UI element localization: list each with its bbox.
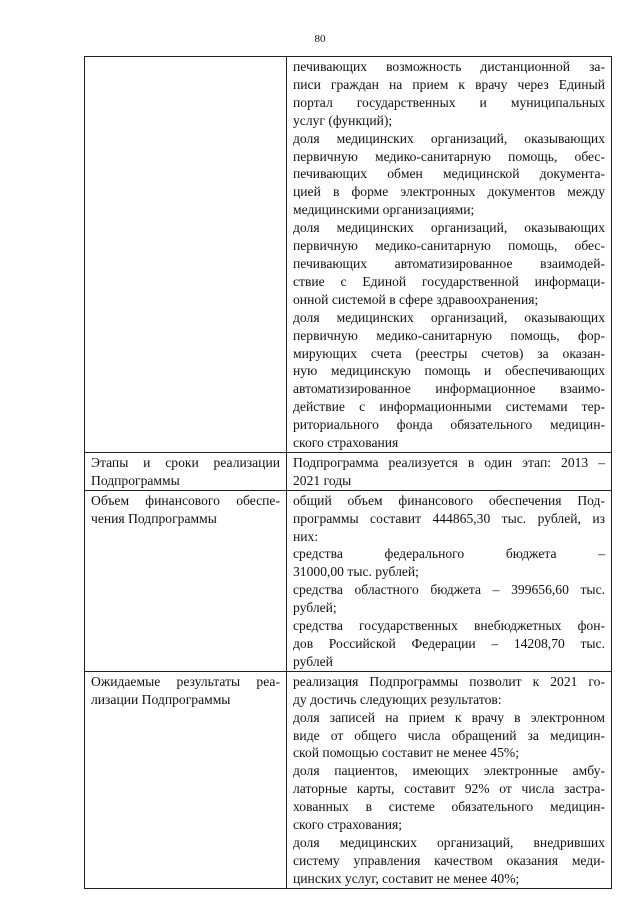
- row-label-cell: [85, 671, 287, 888]
- row-content-cell: [287, 452, 612, 490]
- row-content-line: реализация Подпрограммы позволит к 2021 го-: [293, 673, 605, 689]
- row-label-line: Ожидаемые результаты реа-: [91, 673, 280, 689]
- page-number: 80: [314, 33, 326, 45]
- row-content-line: портал государственных и муниципальных: [293, 94, 605, 110]
- row-content-line: Подпрограмма реализуется в один этап: 2013 –: [293, 454, 605, 470]
- row-content-line: ную медицинскую помощь и обеспечивающих: [293, 363, 605, 379]
- row-content-line: средства областного бюджета – 399656,60 тыс.: [293, 582, 605, 598]
- row-label-line: Объем финансового обеспе-: [91, 492, 280, 508]
- row-content-line: риториального фонда обязательного медицин-: [293, 417, 605, 433]
- table-row: [85, 490, 612, 671]
- row-content-line: печивающих обмен медицинской документа-: [293, 166, 605, 182]
- passport-table: [84, 56, 612, 889]
- row-label-line: Подпрограммы: [91, 472, 180, 488]
- row-content-line: средства государственных внебюджетных фон-: [293, 618, 605, 634]
- row-content-line: ского страхования;: [293, 817, 403, 833]
- row-content-line: рублей: [293, 653, 333, 669]
- row-content-line: доля пациентов, имеющих электронные амбу-: [293, 763, 605, 779]
- row-content-line: первичную медико-санитарную помощь, обес-: [293, 238, 605, 254]
- table-row: [85, 57, 612, 453]
- row-content-line: общий объем финансового обеспечения Под-: [293, 492, 605, 508]
- row-content-line: ского страхования: [293, 435, 399, 451]
- row-label-line: чения Подпрограммы: [91, 510, 217, 526]
- table-row: [85, 671, 612, 888]
- row-content-line: первичную медико-санитарную помощь, фор-: [293, 327, 605, 343]
- row-content-line: латорные карты, составит 92% от числа застра-: [293, 781, 605, 797]
- row-content-line: печивающих возможность дистанционной за-: [293, 59, 605, 74]
- row-content-line: систему управления качеством оказания меди-: [293, 852, 605, 868]
- row-content-line: медицинскими организациями;: [293, 202, 475, 218]
- row-label-cell: [85, 57, 287, 453]
- row-content-line: автоматизированное информационное взаимо-: [293, 381, 605, 397]
- row-content-line: доля медицинских организаций, внедривших: [293, 834, 605, 850]
- row-label-cell: [85, 452, 287, 490]
- row-content-line: доля медицинских организаций, оказывающих: [293, 309, 605, 325]
- row-content-cell: [287, 671, 612, 888]
- row-content-line: печивающих автоматизированное взаимодей-: [293, 255, 605, 271]
- row-content-line: действие с информационными системами тер-: [293, 399, 605, 415]
- row-content-line: хованных в системе обязательного медицин-: [293, 799, 605, 815]
- row-content-line: писи граждан на прием к врачу через Единый: [293, 76, 605, 92]
- row-content-line: ствие с Единой государственной информаци-: [293, 273, 605, 289]
- row-content-line: 31000,00 тыс. рублей;: [293, 564, 419, 580]
- row-content-line: доля медицинских организаций, оказывающих: [293, 130, 605, 146]
- row-content-line: онной системой в сфере здравоохранения;: [293, 291, 539, 307]
- row-content-cell: [287, 490, 612, 671]
- row-content-line: виде от общего числа обращений за медицин-: [293, 727, 605, 743]
- row-content-line: первичную медико-санитарную помощь, обес-: [293, 148, 605, 164]
- row-content-line: программы составит 444865,30 тыс. рублей, из: [293, 510, 605, 526]
- passport-table-body: [85, 57, 612, 889]
- table-row: [85, 452, 612, 490]
- row-content-line: средства федерального бюджета –: [293, 546, 605, 562]
- row-content-line: услуг (функций);: [293, 112, 393, 128]
- row-content-line: них:: [293, 528, 319, 544]
- row-label-line: Этапы и сроки реализации: [91, 454, 280, 470]
- row-label-cell: [85, 490, 287, 671]
- row-content-line: рублей;: [293, 600, 337, 616]
- row-content-line: 2021 годы: [293, 472, 352, 488]
- row-content-line: ской помощью составит не менее 45%;: [293, 745, 520, 761]
- row-content-line: дов Российской Федерации – 14208,70 тыс.: [293, 636, 605, 651]
- row-content-cell: [287, 57, 612, 453]
- row-label-line: лизации Подпрограммы: [91, 691, 231, 707]
- row-content-line: ду достичь следующих результатов:: [293, 691, 502, 707]
- row-content-line: цией в форме электронных документов между: [293, 184, 605, 200]
- row-content-line: доля записей на прием к врачу в электронном: [293, 709, 605, 725]
- row-content-line: мирующих счета (реестры счетов) за оказан-: [293, 345, 605, 361]
- row-content-line: цинских услуг, составит не менее 40%;: [293, 870, 520, 886]
- row-content-line: доля медицинских организаций, оказывающих: [293, 220, 605, 236]
